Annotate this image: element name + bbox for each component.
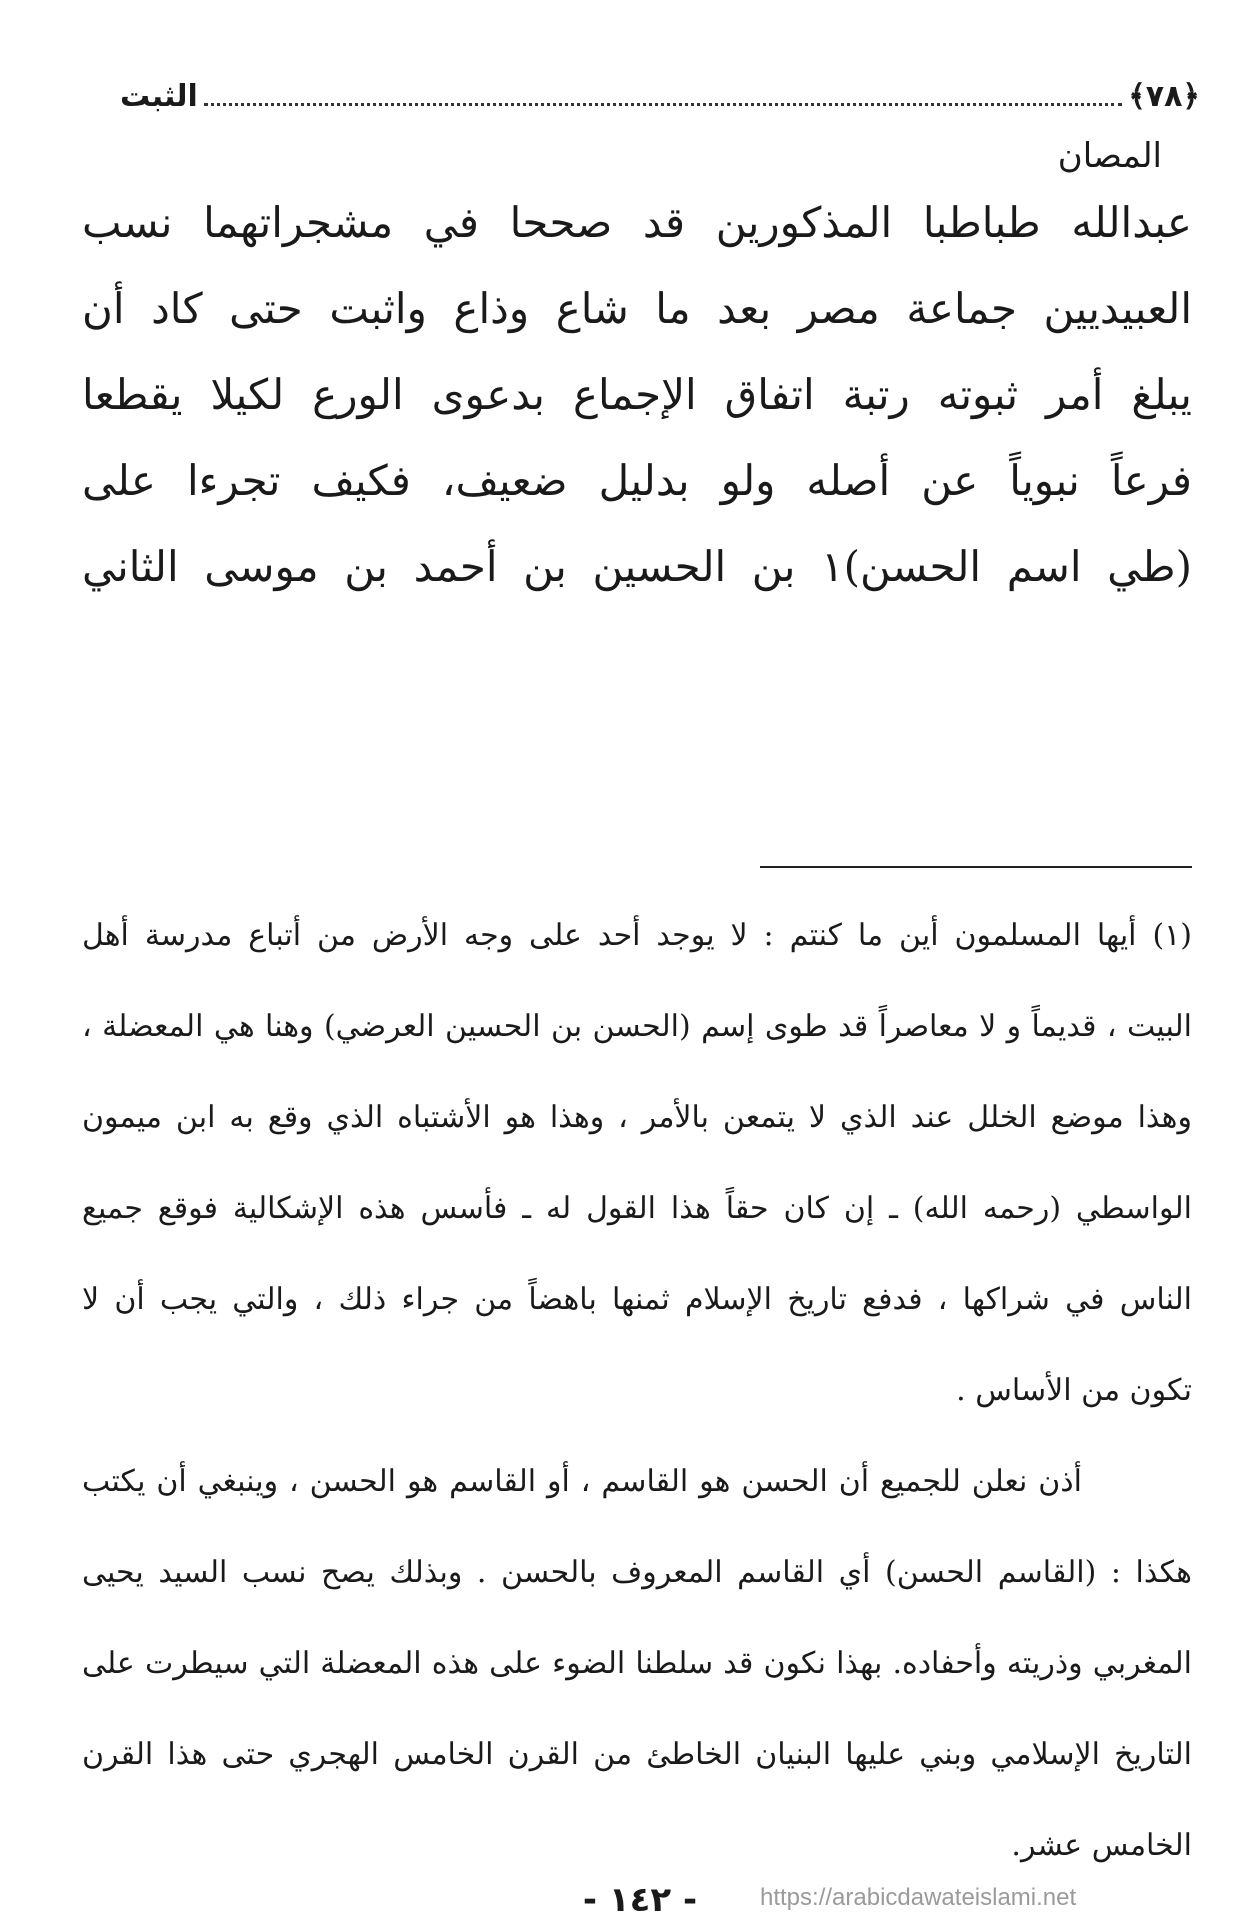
header-dot-leader [204, 103, 1122, 106]
page-number: - ١٤٢ - [582, 1880, 698, 1920]
body-line: يبلغ أمر ثبوته رتبة اتفاق الإجماع بدعوى الورع لكيلا يقطعا [82, 370, 1192, 419]
footnote-line: (١) أيها المسلمون أين ما كنتم : لا يوجد أحد على وجه الأرض من أتباع مدرسة أهل [82, 918, 1192, 953]
footnote-line: التاريخ الإسلامي وبني عليها البنيان الخاطئ من القرن الخامس الهجري حتى هذا القرن [82, 1737, 1192, 1772]
body-line: عبدالله طباطبا المذكورين قد صححا في مشجراتهما نسب [82, 198, 1192, 247]
footnote-line: هكذا : (القاسم الحسن) أي القاسم المعروف بالحسن . وبذلك يصح نسب السيد يحيى [82, 1555, 1192, 1590]
footnote-line: أذن نعلن للجميع أن الحسن هو القاسم ، أو القاسم هو الحسن ، وينبغي أن يكتب [82, 1464, 1082, 1499]
body-line: فرعاً نبوياً عن أصله ولو بدليل ضعيف، فكيف تجرءا على [82, 456, 1192, 505]
body-line-continuation: المصان [1057, 136, 1162, 176]
body-line: (طي اسم الحسن)١ بن الحسين بن أحمد بن موسى الثاني [82, 542, 1192, 591]
running-header [120, 72, 1200, 120]
main-body-text [82, 132, 1192, 610]
body-line: العبيديين جماعة مصر بعد ما شاع وذاع واثبت حتى كاد أن [82, 284, 1192, 333]
watermark-url: https://arabicdawateislami.net [760, 1884, 1077, 1911]
footnote-separator [760, 866, 1192, 868]
footnotes [82, 890, 1192, 1891]
header-title: الثبت [120, 78, 198, 114]
header-page-number: ﴿٧٨﴾ [1128, 78, 1200, 114]
footnote-line: الخامس عشر. [1011, 1828, 1192, 1863]
footnote-line: البيت ، قديماً و لا معاصراً قد طوى إسم (الحسن بن الحسين العرضي) وهنا هي المعضلة ، [82, 1009, 1192, 1044]
footnote-line: الواسطي (رحمه الله) ـ إن كان حقاً هذا القول له ـ فأسس هذه الإشكالية فوقع جميع [82, 1191, 1192, 1226]
footnote-line: الناس في شراكها ، فدفع تاريخ الإسلام ثمنها باهضاً من جراء ذلك ، والتي يجب أن لا [82, 1282, 1192, 1317]
footnote-line: تكون من الأساس . [956, 1373, 1192, 1408]
footnote-line: المغربي وذريته وأحفاده. بهذا نكون قد سلطنا الضوء على هذه المعضلة التي سيطرت على [82, 1646, 1192, 1681]
footnote-line: وهذا موضع الخلل عند الذي لا يتمعن بالأمر ، وهذا هو الأشتباه الذي وقع به ابن ميمون [82, 1100, 1192, 1135]
